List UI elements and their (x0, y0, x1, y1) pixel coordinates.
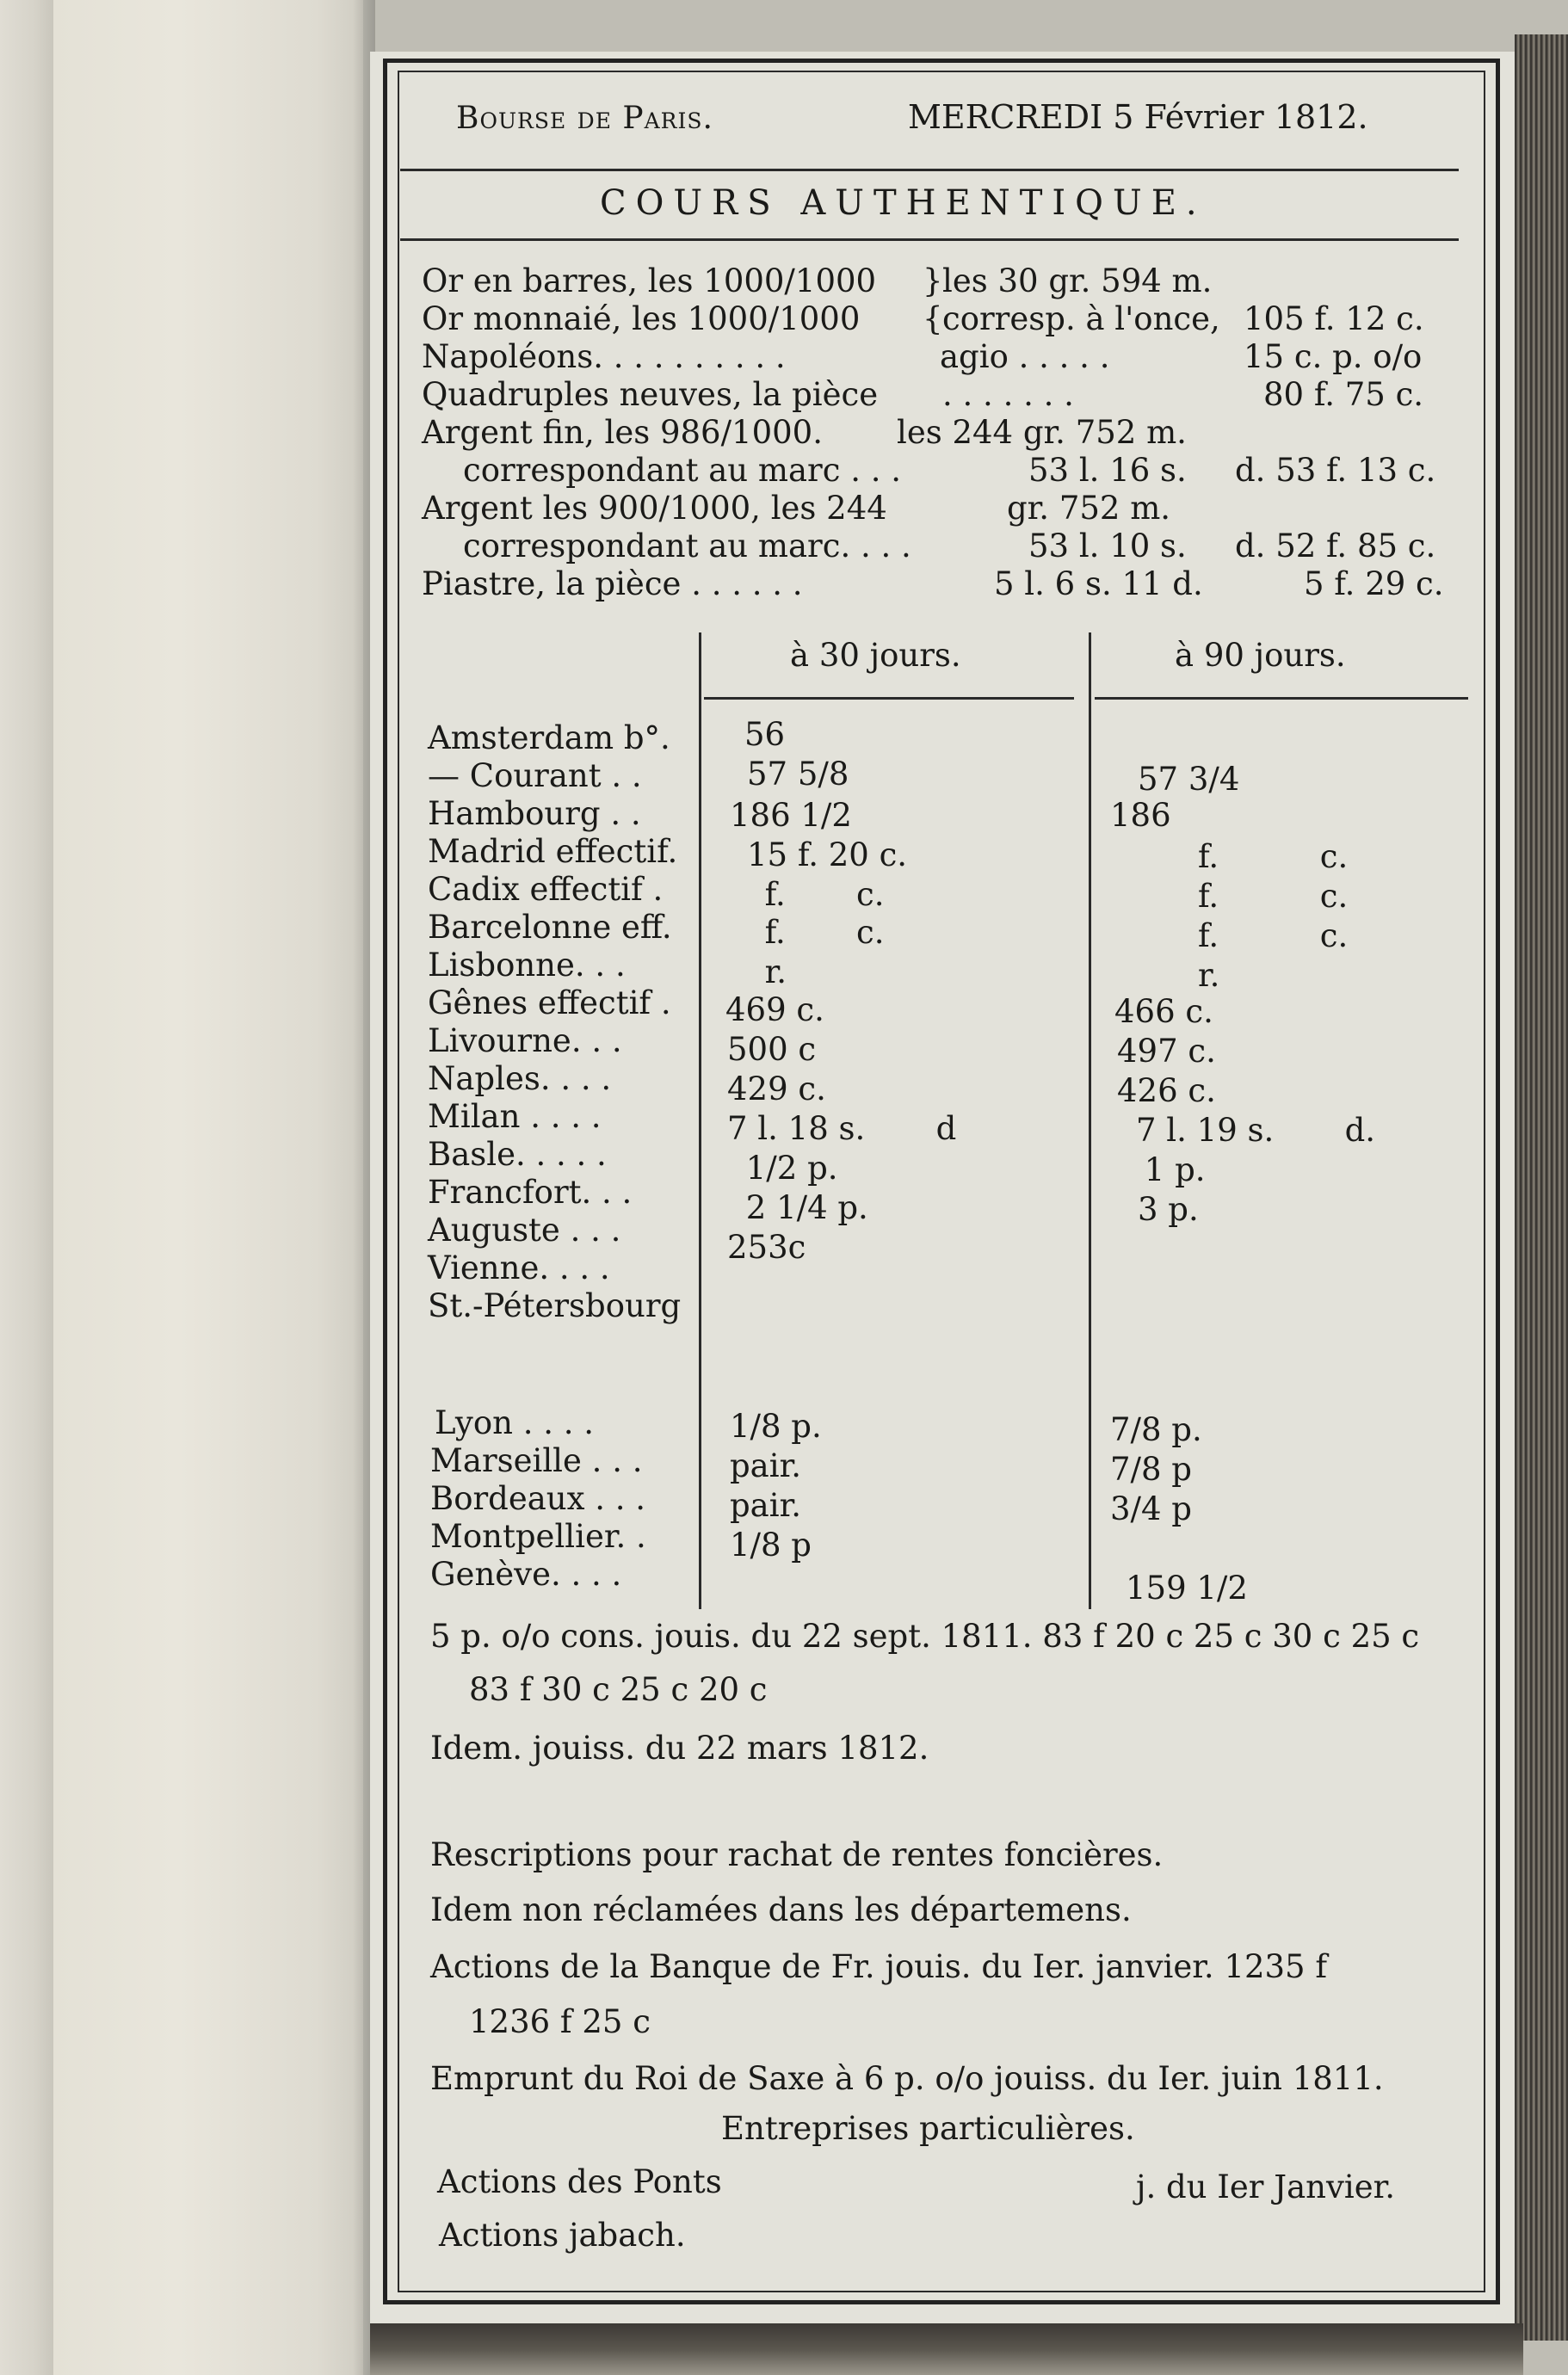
metal-label: Piastre, la pièce . . . . . . (422, 565, 803, 602)
exchange-rate-30: 15 f. 20 c. (747, 836, 908, 873)
metal-label: correspondant au marc . . . (463, 452, 902, 489)
metal-label: Quadruples neuves, la pièce (422, 376, 879, 413)
metal-detail: . . . . . . . (942, 376, 1074, 413)
metal-label: Or en barres, les 1000/1000 (422, 262, 877, 299)
exchange-rate-30: 57 5/8 (747, 756, 849, 793)
header-date: MERCREDI 5 Février 1812. (908, 98, 1368, 136)
exchange-rate-30: 500 c (727, 1031, 817, 1068)
page-title: COURS AUTHENTIQUE. (600, 183, 1207, 223)
exchange-rate-90: 186 (1110, 797, 1171, 834)
bottom-edge (370, 2323, 1523, 2375)
exchange-rate-30: pair. (730, 1447, 801, 1484)
metal-label: Or monnaié, les 1000/1000 (422, 300, 861, 337)
exchange-place: — Courant . . (428, 757, 642, 794)
exchange-place: St.-Pétersbourg (428, 1287, 682, 1324)
exchange-place: Marseille . . . (430, 1442, 643, 1479)
metal-value: 105 f. 12 c. (1244, 300, 1424, 337)
exchange-column-rule-1 (699, 632, 701, 1609)
exchange-rate-30: 1/2 p. (736, 1150, 838, 1187)
exchange-header-rule-90 (1095, 697, 1468, 700)
exchange-rate-30: 2 1/4 p. (736, 1189, 868, 1226)
header-bourse: Bourse de Paris. (456, 101, 713, 136)
metal-detail: agio . . . . . (940, 338, 1110, 375)
header-rule-top (400, 169, 1459, 171)
metal-label: Argent les 900/1000, les 244 (422, 490, 887, 527)
exchange-rate-30: pair. (730, 1487, 801, 1524)
exchange-rate-90: 497 c. (1117, 1033, 1216, 1070)
rentes-line-3: Idem. jouiss. du 22 mars 1812. (430, 1730, 929, 1767)
metal-brace: } (923, 262, 943, 299)
metal-detail: 53 l. 10 s. (1028, 527, 1187, 564)
exchange-rate-30: 56 (744, 716, 786, 753)
metal-value: 15 c. p. o/o (1244, 338, 1423, 375)
exchange-rate-90: 7 l. 19 s. d. (1136, 1112, 1376, 1149)
metal-detail: les 30 gr. 594 m. (942, 262, 1213, 299)
exchange-place: Lyon . . . . (435, 1404, 595, 1441)
exchange-header-90: à 90 jours. (1175, 637, 1346, 674)
exchange-rate-30: f. c. (704, 876, 885, 913)
exchange-place: Milan . . . . (428, 1098, 602, 1135)
exchange-header-rule-30 (704, 697, 1074, 700)
exchange-rate-30: 1/8 p (730, 1527, 812, 1564)
actions-ponts-date: j. du Ier Janvier. (1136, 2168, 1395, 2205)
exchange-place: Bordeaux . . . (430, 1480, 646, 1517)
exchange-rate-30: 1/8 p. (730, 1408, 822, 1445)
banque-line-1: Actions de la Banque de Fr. jouis. du Ier. janvier. 1235 f (430, 1948, 1328, 1985)
exchange-place: Cadix effectif . (428, 871, 664, 908)
exchange-place: Amsterdam b°. (428, 719, 670, 756)
rescriptions-line: Rescriptions pour rachat de rentes foncières. (430, 1836, 1164, 1873)
metal-value: 80 f. 75 c. (1263, 376, 1424, 413)
exchange-place: Barcelonne eff. (428, 909, 672, 946)
exchange-place: Gênes effectif . (428, 984, 671, 1021)
exchange-place: Lisbonne. . . (428, 947, 626, 984)
exchange-place: Naples. . . . (428, 1060, 612, 1097)
exchange-place: Madrid effectif. (428, 833, 678, 870)
exchange-rate-30: f. c. (704, 914, 885, 951)
metal-detail: corresp. à l'once, (942, 300, 1220, 337)
exchange-rate-90: f. c. (1198, 878, 1349, 915)
exchange-place: Hambourg . . (428, 795, 641, 832)
metal-detail: gr. 752 m. (1007, 490, 1171, 527)
exchange-place: Francfort. . . (428, 1174, 633, 1211)
exchange-rate-90: 159 1/2 (1126, 1570, 1248, 1607)
page-edges (1515, 34, 1568, 2341)
book-spine (53, 0, 363, 2375)
metal-brace: { (923, 300, 943, 337)
exchange-place: Genève. . . . (430, 1556, 622, 1593)
exchange-rate-30: 186 1/2 (730, 797, 852, 834)
exchange-rate-90: 7/8 p (1110, 1451, 1192, 1488)
exchange-header-30: à 30 jours. (790, 637, 961, 674)
exchange-place: Montpellier. . (430, 1518, 646, 1555)
emprunt-saxe-line: Emprunt du Roi de Saxe à 6 p. o/o jouiss. du Ier. juin 1811. (430, 2060, 1384, 2097)
exchange-rate-30: 253c (727, 1229, 806, 1266)
actions-ponts-line: Actions des Ponts (437, 2163, 722, 2200)
exchange-rate-30: 469 c. (725, 991, 824, 1028)
exchange-rate-90: 1 p. (1134, 1151, 1206, 1188)
header-rule-bottom (400, 238, 1459, 241)
left-board (0, 0, 53, 2375)
exchange-place: Livourne. . . (428, 1022, 622, 1059)
metal-value: d. 53 f. 13 c. (1235, 452, 1436, 489)
metal-label: Argent fin, les 986/1000. (422, 414, 823, 451)
metal-label: correspondant au marc. . . . (463, 527, 911, 564)
exchange-rate-90: 3/4 p (1110, 1490, 1192, 1527)
exchange-rate-90: r. (1198, 957, 1220, 994)
exchange-rate-90: 57 3/4 (1138, 761, 1240, 798)
exchange-rate-30: r. (704, 953, 787, 990)
metal-value: 5 f. 29 c. (1304, 565, 1444, 602)
exchange-rate-90: f. c. (1198, 917, 1349, 954)
rentes-line-1: 5 p. o/o cons. jouis. du 22 sept. 1811. 83 f 20 c 25 c 30 c 25 c (430, 1618, 1420, 1655)
exchange-place: Vienne. . . . (428, 1249, 610, 1286)
metal-value: d. 52 f. 85 c. (1235, 527, 1436, 564)
exchange-column-rule-2 (1089, 632, 1091, 1609)
exchange-place: Basle. . . . . (428, 1136, 607, 1173)
rentes-line-2: 83 f 30 c 25 c 20 c (469, 1671, 768, 1708)
rescriptions-idem-line: Idem non réclamées dans les départemens. (430, 1891, 1132, 1928)
metal-detail: 53 l. 16 s. (1028, 452, 1187, 489)
entreprises-heading: Entreprises particulières. (721, 2110, 1135, 2147)
metal-detail: 5 l. 6 s. 11 d. (994, 565, 1203, 602)
exchange-rate-90: 466 c. (1114, 993, 1213, 1030)
metal-label: Napoléons. . . . . . . . . . (422, 338, 786, 375)
exchange-place: Auguste . . . (428, 1212, 621, 1249)
exchange-rate-90: f. c. (1198, 838, 1349, 875)
exchange-rate-30: 7 l. 18 s. d (727, 1110, 957, 1147)
exchange-rate-90: 3 p. (1138, 1191, 1199, 1228)
banque-line-2: 1236 f 25 c (469, 2003, 651, 2040)
exchange-rate-90: 7/8 p. (1110, 1411, 1202, 1448)
metal-detail: les 244 gr. 752 m. (897, 414, 1187, 451)
exchange-rate-30: 429 c. (727, 1070, 826, 1107)
actions-jabach-line: Actions jabach. (439, 2217, 686, 2254)
exchange-rate-90: 426 c. (1117, 1072, 1216, 1109)
